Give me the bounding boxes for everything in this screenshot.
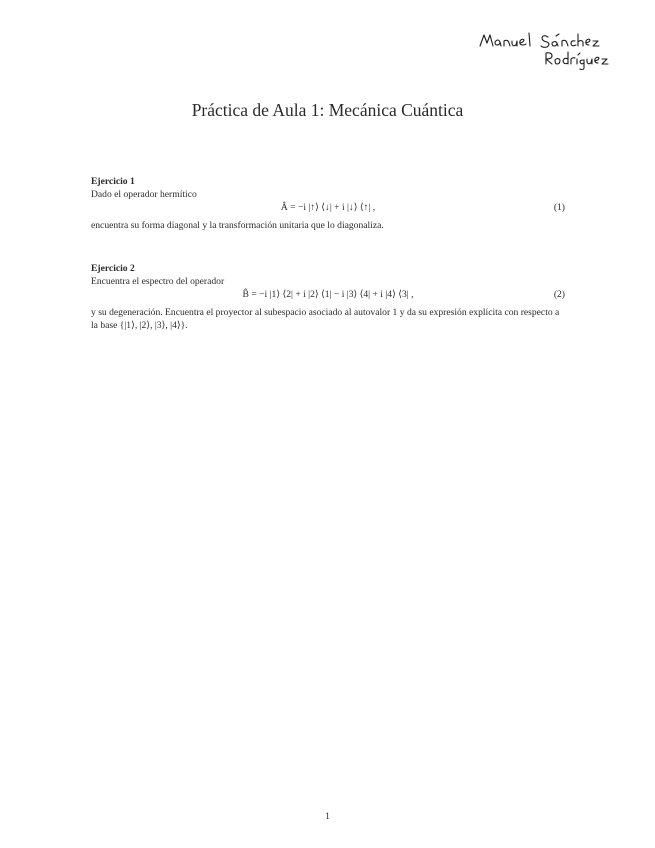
exercise-heading: Ejercicio 1: [91, 176, 135, 187]
page-number: 1: [325, 811, 330, 822]
exercise-2: [91, 263, 565, 332]
handwritten-signature: [476, 30, 616, 70]
equation-body: B̂ = −i |1⟩ ⟨2| + i |2⟩ ⟨1| − i |3⟩ ⟨4| + i |4⟩ ⟨3| ,: [242, 289, 414, 300]
exercise-intro: Dado el operador hermítico: [91, 188, 197, 200]
page-title: Práctica de Aula 1: Mecánica Cuántica: [191, 100, 464, 120]
equation-body: Â = −i |↑⟩ ⟨↓| + i |↓⟩ ⟨↑| ,: [280, 202, 376, 213]
exercise-statement: encuentra su forma diagonal y la transformación unitaria que lo diagonaliza.: [91, 220, 384, 231]
equation-number: (1): [553, 202, 565, 213]
equation: [91, 201, 565, 218]
exercise-heading: Ejercicio 2: [91, 263, 135, 274]
exercise-statement: y su degeneración. Encuentra el proyector al subespacio asociado al autovalor 1 y da su expresión explícita con respecto a la base {|1⟩, |2⟩, |3⟩, |4⟩}.: [91, 307, 560, 331]
exercise-1: [91, 176, 565, 233]
signature-drawing: [476, 30, 616, 70]
equation: [91, 288, 565, 305]
equation-number: (2): [553, 289, 565, 300]
exercise-intro: Encuentra el espectro del operador: [91, 275, 225, 287]
